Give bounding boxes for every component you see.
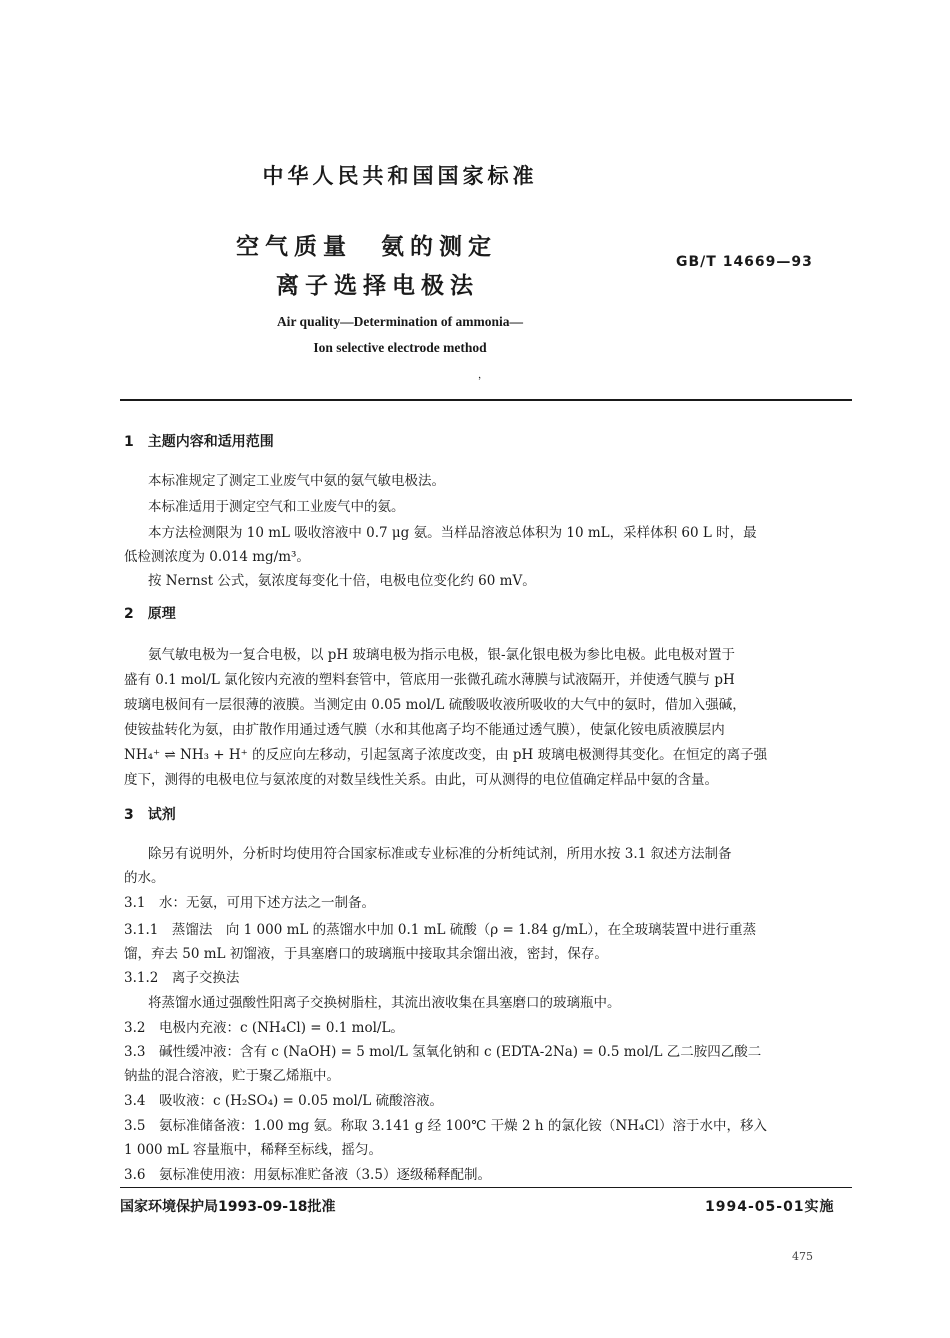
- section-2-line: 玻璃电极间有一层很薄的液膜。当测定由 0.05 mol/L 硫酸吸收液所吸收的大气中的氨时，借加入强碱，: [124, 697, 746, 713]
- section-1-line: 本标准规定了测定工业废气中氨的氨气敏电极法。: [148, 473, 445, 489]
- section-2-line: 使铵盐转化为氨，由扩散作用通过透气膜（水和其他离子均不能通过透气膜），使氯化铵电质液膜层内: [124, 722, 725, 738]
- section-3-line: 馏，弃去 50 mL 初馏液，于具塞磨口的玻璃瓶中接取其余馏出液，密封，保存。: [124, 946, 608, 962]
- title-line-1: 空气质量 氨的测定: [236, 234, 497, 260]
- header-rule: [120, 399, 852, 401]
- section-3-line: 3.6 氨标准使用液：用氨标准贮备液（3.5）逐级稀释配制。: [124, 1167, 491, 1183]
- standard-number: GB/T 14669—93: [676, 254, 813, 270]
- section-2-line: NH₄⁺ ⇌ NH₃ + H⁺ 的反应向左移动，引起氢离子浓度改变，由 pH 玻璃电极测得其变化。在恒定的离子强: [124, 747, 768, 763]
- section-3-line: 3.2 电极内充液：c (NH₄Cl) = 0.1 mol/L。: [124, 1020, 404, 1036]
- section-1-line: 按 Nernst 公式，氨浓度每变化十倍，电极电位变化约 60 mV。: [148, 573, 536, 589]
- section-2-line: 度下，测得的电极电位与氨浓度的对数呈线性关系。由此，可从测得的电位值确定样品中氨的含量。: [124, 772, 718, 788]
- section-2-line: 氨气敏电极为一复合电极，以 pH 玻璃电极为指示电极，银-氯化银电极为参比电极。此电极对置于: [148, 647, 736, 663]
- section-3-line: 3.5 氨标准储备液：1.00 mg 氨。称取 3.141 g 经 100℃ 干燥 2 h 的氯化铵（NH₄Cl）溶于水中，移入: [124, 1118, 767, 1134]
- section-3-line: 除另有说明外，分析时均使用符合国家标准或专业标准的分析纯试剂，所用水按 3.1 叙述方法制备: [148, 846, 732, 862]
- english-title-line-2: Ion selective electrode method: [313, 340, 487, 355]
- section-1-heading: 1 主题内容和适用范围: [124, 434, 274, 450]
- page-number: 475: [792, 1250, 813, 1263]
- section-3-line: 钠盐的混合溶液，贮于聚乙烯瓶中。: [124, 1068, 340, 1084]
- section-3-line: 3.1.1 蒸馏法 向 1 000 mL 的蒸馏水中加 0.1 mL 硫酸（ρ = 1.84 g/mL），在全玻璃装置中进行重蒸: [124, 922, 757, 938]
- english-title-line-1: Air quality—Determination of ammonia—: [276, 314, 524, 329]
- section-3-line: 的水。: [124, 870, 165, 886]
- implementation-date: 1994-05-01实施: [705, 1199, 835, 1215]
- section-1-line: 本方法检测限为 10 mL 吸收溶液中 0.7 μg 氨。当样品溶液总体积为 10 mL，采样体积 60 L 时，最: [148, 525, 757, 541]
- approval-date: 国家环境保护局1993-09-18批准: [120, 1199, 336, 1215]
- section-2-line: 盛有 0.1 mol/L 氯化铵内充液的塑料套管中，管底用一张微孔疏水薄膜与试液隔开，并使透气膜与 pH: [124, 672, 735, 688]
- section-3-line: 3.1 水：无氨，可用下述方法之一制备。: [124, 895, 375, 911]
- standard-type: 中华人民共和国国家标准: [262, 164, 538, 188]
- stray-mark: ，: [478, 370, 488, 381]
- section-2-heading: 2 原理: [124, 606, 176, 622]
- section-3-line: 1 000 mL 容量瓶中，稀释至标线，摇匀。: [124, 1142, 382, 1158]
- section-1-line: 本标准适用于测定空气和工业废气中的氨。: [148, 499, 405, 515]
- section-3-line: 3.4 吸收液：c (H₂SO₄) = 0.05 mol/L 硫酸溶液。: [124, 1093, 444, 1109]
- section-3-line: 3.3 碱性缓冲液：含有 c (NaOH) = 5 mol/L 氢氧化钠和 c (EDTA-2Na) = 0.5 mol/L 乙二胺四乙酸二: [124, 1044, 762, 1060]
- section-3-line: 将蒸馏水通过强酸性阳离子交换树脂柱，其流出液收集在具塞磨口的玻璃瓶中。: [148, 995, 621, 1011]
- footer-rule: [120, 1187, 852, 1188]
- section-1-line: 低检测浓度为 0.014 mg/m³。: [124, 549, 310, 565]
- section-3-heading: 3 试剂: [124, 807, 176, 823]
- title-line-2: 离子选择电极法: [276, 273, 479, 299]
- section-3-line: 3.1.2 离子交换法: [124, 970, 240, 986]
